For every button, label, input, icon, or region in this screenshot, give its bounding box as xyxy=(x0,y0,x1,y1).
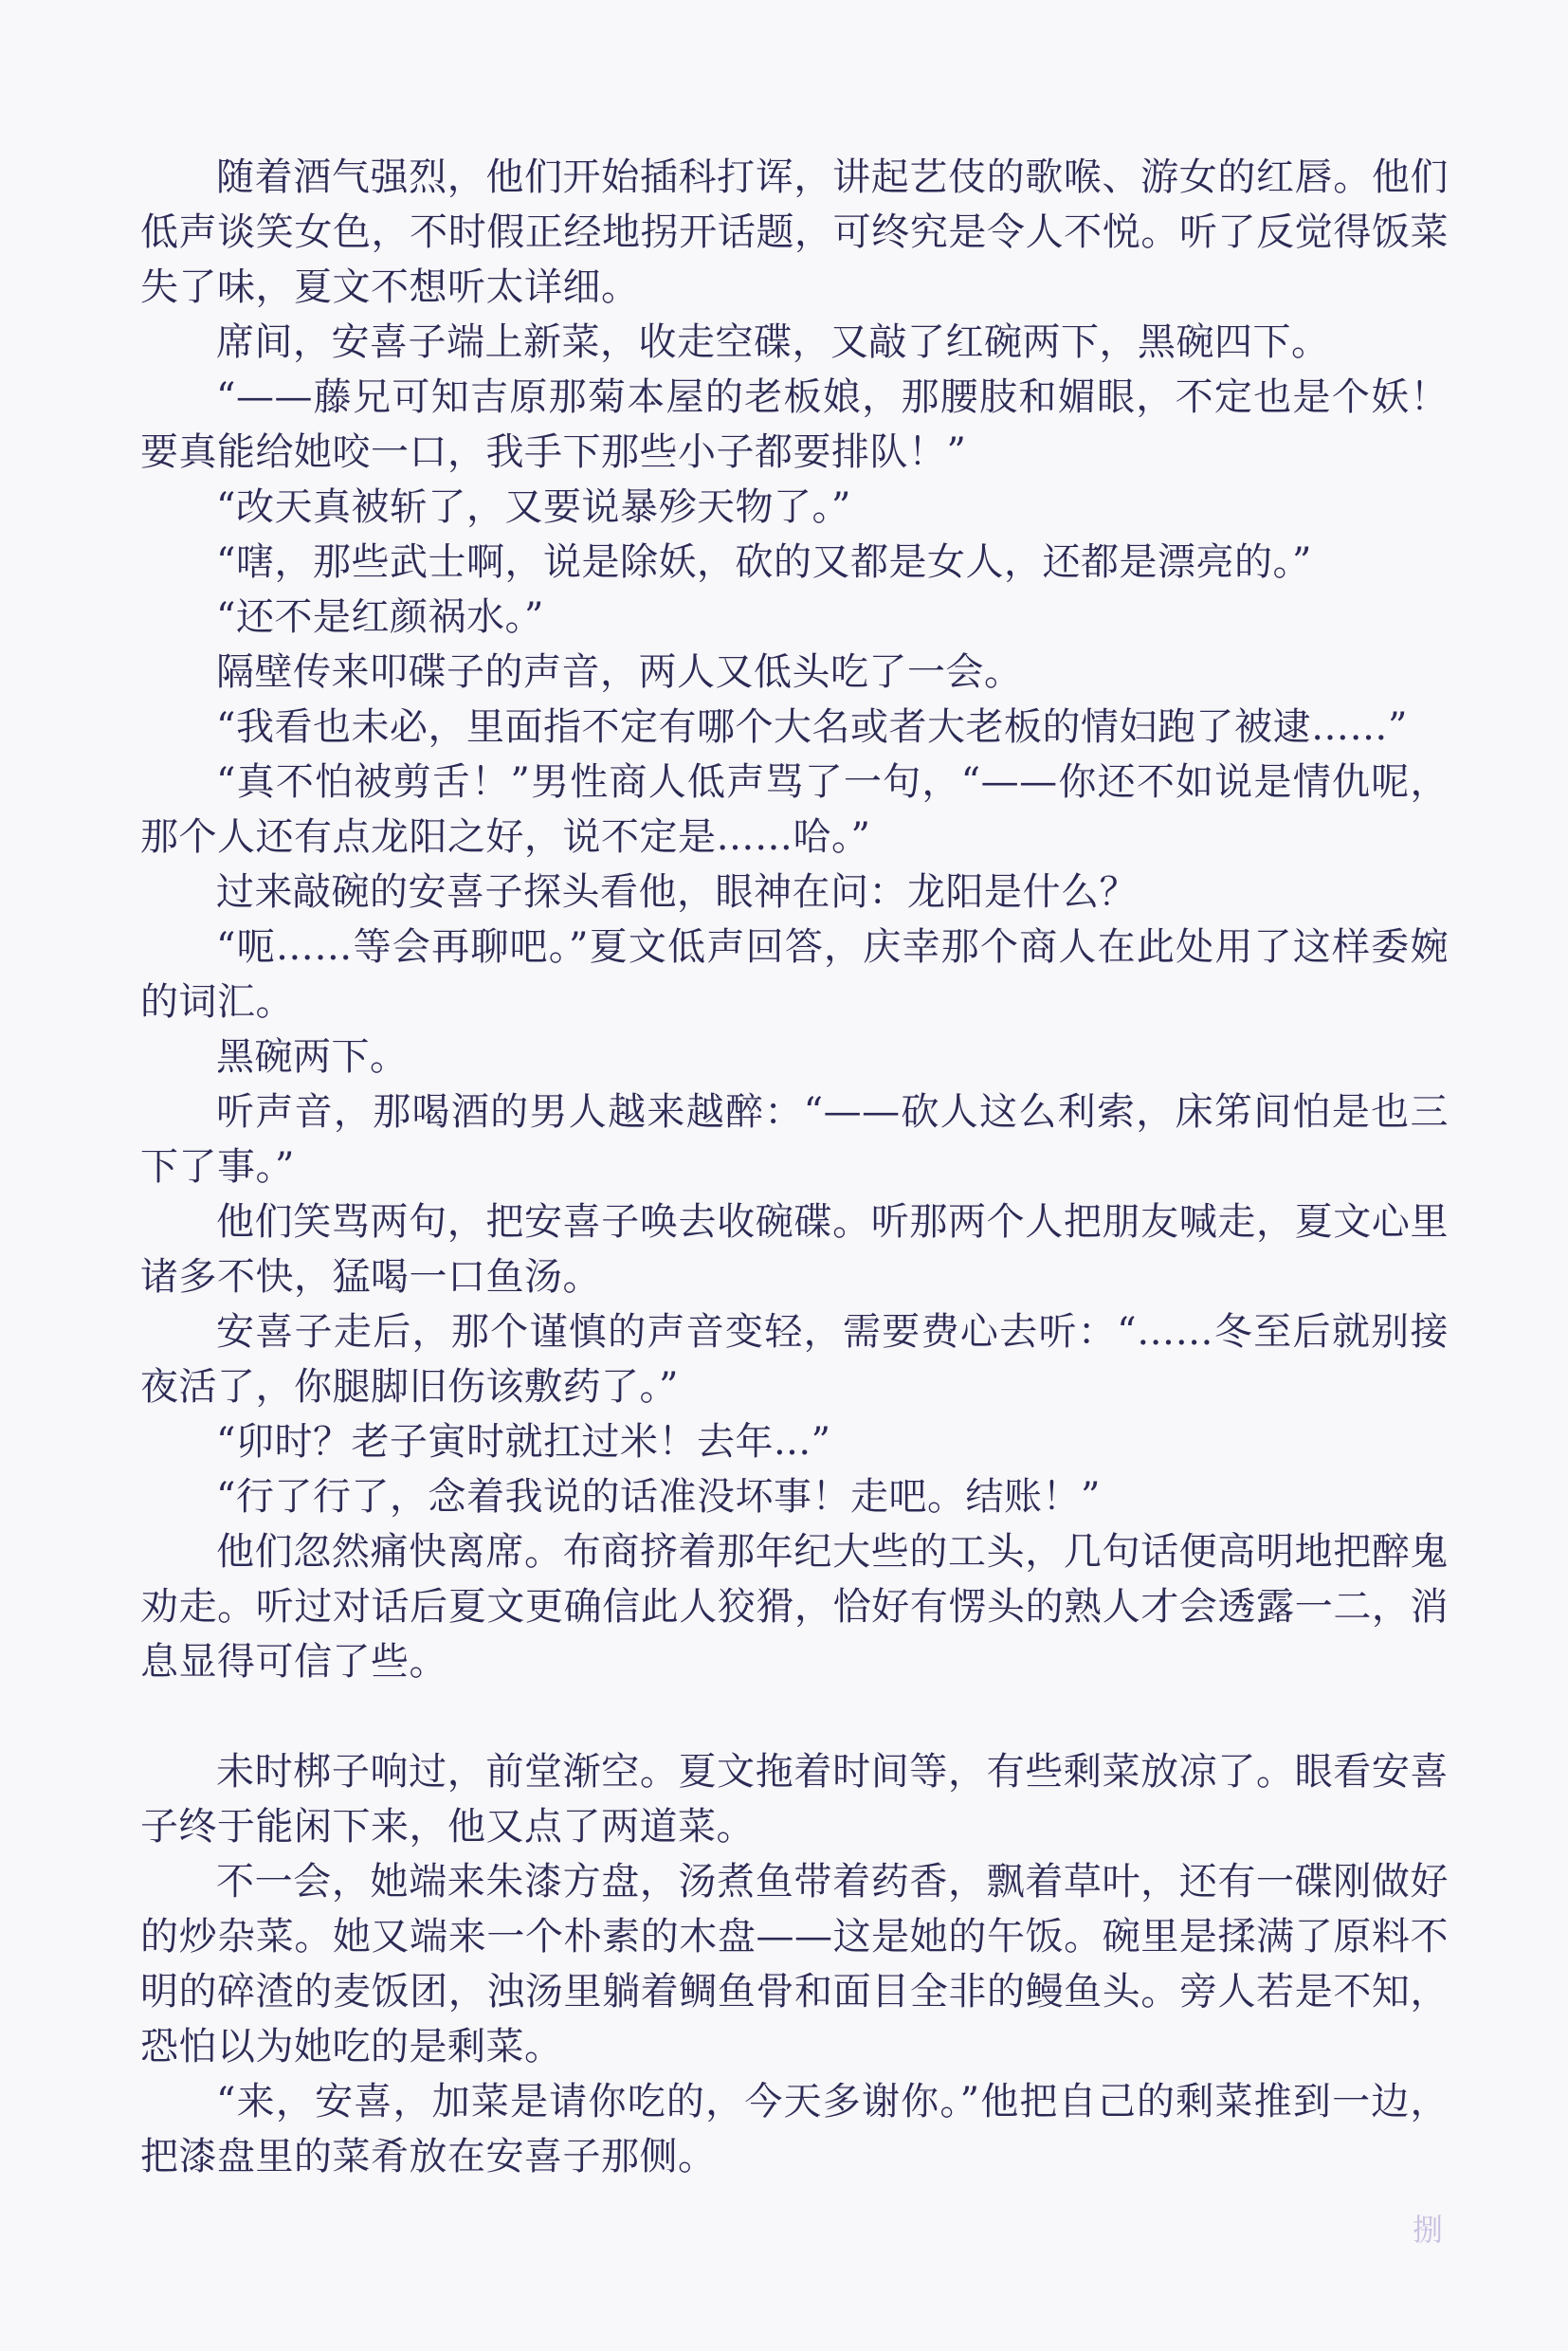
paragraph: 安喜子走后，那个谨慎的声音变轻，需要费心去听：“……冬至后就别接夜活了，你腿脚旧伤该敷药了。” xyxy=(140,1310,1449,1409)
paragraph: 黑碗两下。 xyxy=(216,1035,409,1079)
paragraph: “嗐，那些武士啊，说是除妖，砍的又都是女人，还都是漂亮的。” xyxy=(216,540,1312,584)
paragraph: “——藤兄可知吉原那菊本屋的老板娘，那腰肢和媚眼，不定也是个妖！要真能给她咬一口，我手下那些小子都要排队！” xyxy=(140,375,1449,474)
section-1 xyxy=(140,150,1449,1689)
paragraph: 隔壁传来叩碟子的声音，两人又低头吃了一会。 xyxy=(216,650,1023,694)
paragraph: 听声音，那喝酒的男人越来越醉：“——砍人这么利索，床笫间怕是也三下了事。” xyxy=(140,1090,1449,1189)
body-text xyxy=(140,150,1449,2184)
paragraph: “来，安喜，加菜是请你吃的，今天多谢你。”他把自己的剩菜推到一边，把漆盘里的菜肴放在安喜子那侧。 xyxy=(140,2080,1449,2178)
paragraph: 未时梆子响过，前堂渐空。夏文拖着时间等，有些剩菜放凉了。眼看安喜子终于能闲下来，他又点了两道菜。 xyxy=(140,1750,1449,1849)
paragraph: 不一会，她端来朱漆方盘，汤煮鱼带着药香，飘着草叶，还有一碟刚做好的炒杂菜。她又端来一个朴素的木盘——这是她的午饭。碗里是揉满了原料不明的碎渣的麦饭团，浊汤里躺着鲷鱼骨和面目全非的鳗鱼头。旁人若是不知，恐怕以为她吃的是剩菜。 xyxy=(140,1860,1449,2069)
paragraph: “行了行了，念着我说的话准没坏事！走吧。结账！” xyxy=(216,1475,1101,1519)
paragraph: 席间，安喜子端上新菜，收走空碟，又敲了红碗两下，黑碗四下。 xyxy=(216,320,1330,364)
paragraph: “我看也未必，里面指不定有哪个大名或者大老板的情妇跑了被逮……” xyxy=(216,705,1408,749)
paragraph: 随着酒气强烈，他们开始插科打诨，讲起艺伎的歌喉、游女的红唇。他们低声谈笑女色，不时假正经地拐开话题，可终究是令人不悦。听了反觉得饭菜失了味，夏文不想听太详细。 xyxy=(140,155,1449,309)
paragraph: “还不是红颜祸水。” xyxy=(216,595,544,639)
paragraph: “卯时？老子寅时就扛过米！去年...” xyxy=(216,1420,831,1464)
paragraph: 他们笑骂两句，把安喜子唤去收碗碟。听那两个人把朋友喊走，夏文心里诸多不快，猛喝一口鱼汤。 xyxy=(140,1200,1449,1299)
paragraph: “呃……等会再聊吧。”夏文低声回答，庆幸那个商人在此处用了这样委婉的词汇。 xyxy=(140,925,1449,1024)
paragraph: 他们忽然痛快离席。布商挤着那年纪大些的工头，几句话便高明地把醉鬼劝走。听过对话后夏文更确信此人狡猾，恰好有愣头的熟人才会透露一二，消息显得可信了些。 xyxy=(140,1530,1449,1684)
page-number: 捌 xyxy=(1412,2212,1443,2248)
section-2 xyxy=(140,1744,1449,2184)
paragraph: “真不怕被剪舌！”男性商人低声骂了一句，“——你还不如说是情仇呢，那个人还有点龙阳之好，说不定是……哈。” xyxy=(140,760,1449,859)
paragraph: 过来敲碗的安喜子探头看他，眼神在问：龙阳是什么？ xyxy=(216,870,1138,914)
section-break xyxy=(140,1689,1449,1744)
paragraph: “改天真被斩了，又要说暴殄天物了。” xyxy=(216,485,851,529)
